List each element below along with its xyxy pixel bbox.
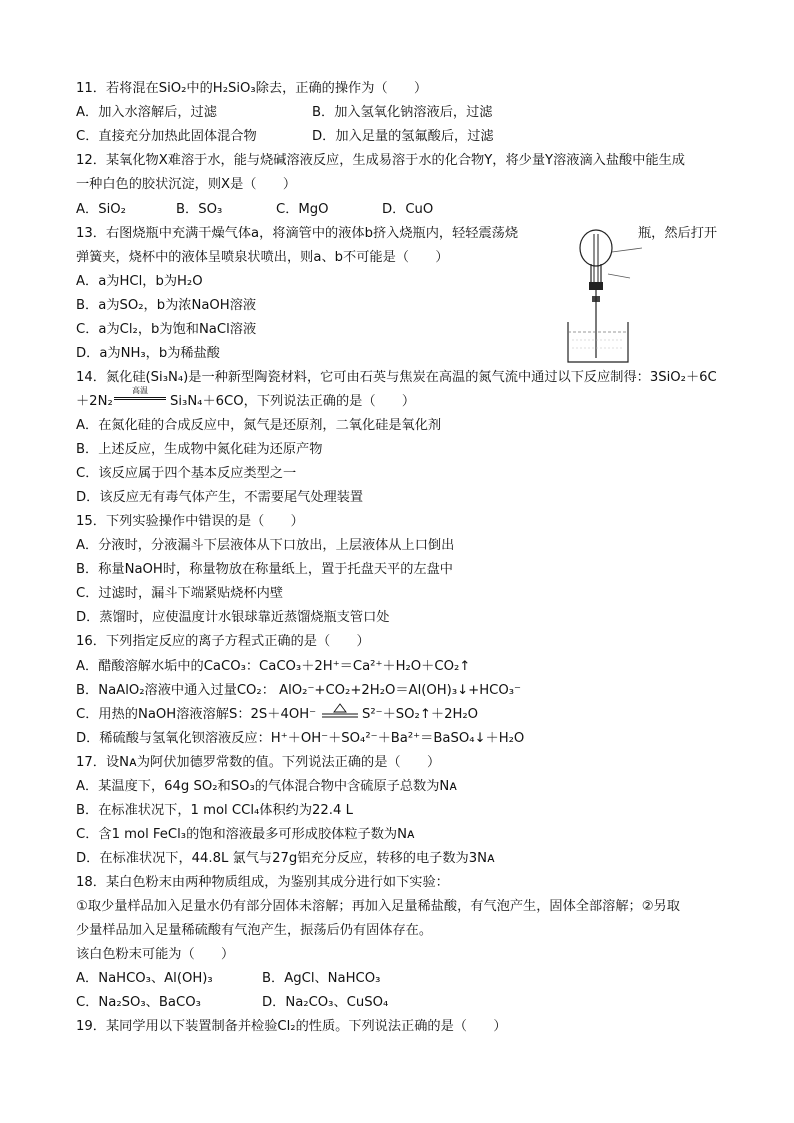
- q15-stem: 15．下列实验操作中错误的是（ ）: [76, 514, 304, 529]
- q11-option-d: D．加入足量的氢氟酸后，过滤: [312, 129, 494, 144]
- q15-option-d: D．蒸馏时，应使温度计水银球靠近蒸馏烧瓶支管口处: [76, 610, 390, 625]
- q11-option-b: B．加入氢氧化钠溶液后，过滤: [312, 105, 493, 120]
- q12-stem-line2: 一种白色的胶状沉淀，则X是（ ）: [76, 177, 297, 192]
- q14-option-b: B．上述反应，生成物中氮化硅为还原产物: [76, 442, 323, 457]
- q17-option-d: D．在标准状况下，44.8L 氯气与27g铝充分反应，转移的电子数为3Nᴀ: [76, 851, 495, 866]
- q11-option-c: C．直接充分加热此固体混合物: [76, 129, 257, 144]
- q16-option-d: D．稀硫酸与氢氧化钡溶液反应：H⁺＋OH⁻＋SO₄²⁻＋Ba²⁺＝BaSO₄↓＋H₂O: [76, 731, 525, 746]
- q18-option-a: A．NaHCO₃、Al(OH)₃: [76, 971, 213, 986]
- q12-stem-line1: 12．某氧化物X难溶于水，能与烧碱溶液反应，生成易溶于水的化合物Y，将少量Y溶液滴入盐酸中能生成: [76, 153, 685, 168]
- q17-option-b: B．在标准状况下，1 mol CCl₄体积约为22.4 L: [76, 803, 353, 818]
- q16-option-c-right: S²⁻＋SO₂↑＋2H₂O: [362, 707, 479, 722]
- q13-option-b: B．a为SO₂，b为浓NaOH溶液: [76, 298, 257, 313]
- q15-option-a: A．分液时，分液漏斗下层液体从下口放出，上层液体从上口倒出: [76, 538, 455, 553]
- q16-option-b: B．NaAlO₂溶液中通入过量CO₂： AlO₂⁻+CO₂+2H₂O＝Al(OH)₃↓+HCO₃⁻: [76, 683, 521, 698]
- q13-option-c: C．a为Cl₂，b为饱和NaCl溶液: [76, 322, 257, 337]
- q18-option-c: C．Na₂SO₃、BaCO₃: [76, 995, 201, 1010]
- q13-stem-line1a: 13．右图烧瓶中充满干燥气体a，将滴管中的液体b挤入烧瓶内，轻轻震荡烧: [76, 226, 519, 241]
- q16-option-c-left: C．用热的NaOH溶液溶解S：2S＋4OH⁻: [76, 707, 317, 722]
- q17-option-c: C．含1 mol FeCl₃的饱和溶液最多可形成胶体粒子数为Nᴀ: [76, 827, 415, 842]
- q19-stem: 19．某同学用以下装置制备并检验Cl₂的性质。下列说法正确的是（ ）: [76, 1019, 507, 1034]
- q12-option-d: D．CuO: [382, 202, 434, 217]
- q15-option-c: C．过滤时，漏斗下端紧贴烧杯内壁: [76, 586, 284, 601]
- heat-condition-equals-icon: [322, 702, 358, 722]
- q14-reaction-condition: 高温: [114, 386, 166, 398]
- q12-option-b: B．SO₃: [176, 202, 223, 217]
- q18-question: 该白色粉末可能为（ ）: [76, 947, 235, 962]
- q16-option-a: A．醋酸溶解水垢中的CaCO₃：CaCO₃＋2H⁺＝Ca²⁺＋H₂O＋CO₂↑: [76, 659, 471, 674]
- q18-option-b: B．AgCl、NaHCO₃: [262, 971, 381, 986]
- q18-step-line2: 少量样品加入足量稀硫酸有气泡产生，振荡后仍有固体存在。: [76, 923, 433, 938]
- q13-stem-line1b: 瓶，然后打开: [638, 226, 718, 241]
- q14-stem-line2b: Si₃N₄＋6CO，下列说法正确的是（ ）: [170, 394, 416, 409]
- q11-option-a: A．加入水溶解后，过滤: [76, 105, 217, 120]
- q11-stem: 11．若将混在SiO₂中的H₂SiO₃除去，正确的操作为（ ）: [76, 81, 428, 96]
- q18-stem: 18．某白色粉末由两种物质组成，为鉴别其成分进行如下实验：: [76, 875, 449, 890]
- q14-option-d: D．该反应无有毒气体产生，不需要尾气处理装置: [76, 490, 364, 505]
- q18-option-d: D．Na₂CO₃、CuSO₄: [262, 995, 389, 1010]
- q13-stem-line2: 弹簧夹，烧杯中的液体呈喷泉状喷出，则a、b不可能是（ ）: [76, 250, 449, 265]
- q16-stem: 16．下列指定反应的离子方程式正确的是（ ）: [76, 634, 370, 649]
- fountain-apparatus-figure: [560, 226, 642, 366]
- q17-option-a: A．某温度下，64g SO₂和SO₃的气体混合物中含硫原子总数为Nᴀ: [76, 779, 458, 794]
- q12-option-c: C．MgO: [276, 202, 329, 217]
- q18-step-line1: ①取少量样品加入足量水仍有部分固体未溶解；再加入足量稀盐酸，有气泡产生，固体全部溶解；②另取: [76, 899, 680, 914]
- q17-stem: 17．设Nᴀ为阿伏加德罗常数的值。下列说法正确的是（ ）: [76, 755, 441, 770]
- q14-equals-sign: [114, 399, 166, 400]
- q14-stem-line1: 14．氮化硅(Si₃N₄)是一种新型陶瓷材料，它可由石英与焦炭在高温的氮气流中通过以下反应制得：3SiO₂＋6C: [76, 370, 717, 385]
- q14-stem-line2a: ＋2N₂: [76, 394, 113, 409]
- q13-option-d: D．a为NH₃，b为稀盐酸: [76, 346, 220, 361]
- q14-option-a: A．在氮化硅的合成反应中，氮气是还原剂，二氧化硅是氧化剂: [76, 418, 442, 433]
- q12-option-a: A．SiO₂: [76, 202, 126, 217]
- q15-option-b: B．称量NaOH时，称量物放在称量纸上，置于托盘天平的左盘中: [76, 562, 453, 577]
- q14-option-c: C．该反应属于四个基本反应类型之一: [76, 466, 297, 481]
- q13-option-a: A．a为HCl，b为H₂O: [76, 274, 203, 289]
